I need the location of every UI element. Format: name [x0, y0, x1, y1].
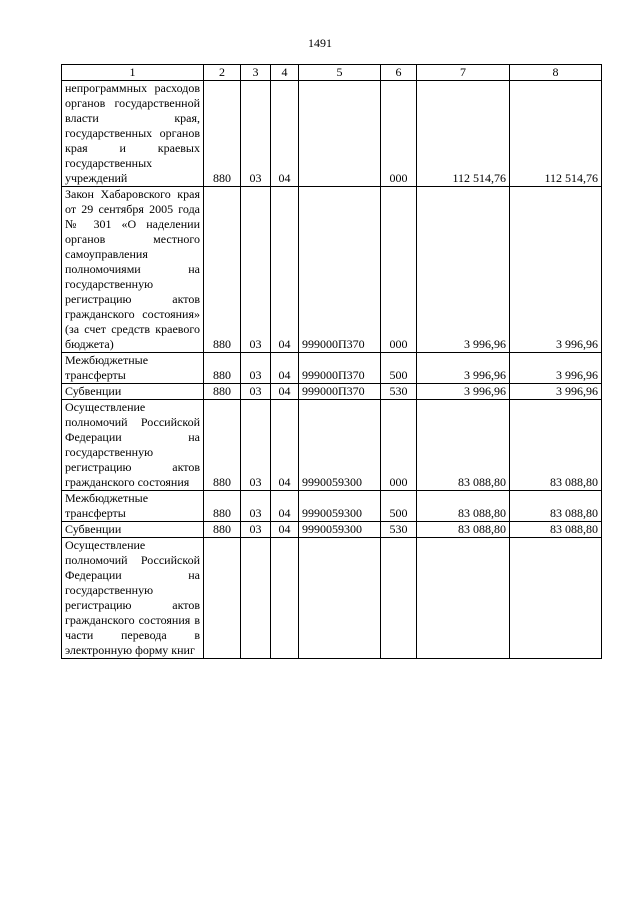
- cell-target-article: 9990059300: [299, 522, 381, 538]
- cell-section: [241, 538, 271, 659]
- table-row: [62, 491, 602, 522]
- cell-expense-type: 000: [381, 187, 417, 353]
- cell-amount-8: 83 088,80: [510, 400, 602, 491]
- cell-subsection: 04: [271, 81, 299, 187]
- cell-amount-8: 83 088,80: [510, 491, 602, 522]
- cell-amount-7: [417, 538, 510, 659]
- cell-ministry: 880: [204, 384, 241, 400]
- cell-target-article: 999000П370: [299, 384, 381, 400]
- cell-amount-7: 83 088,80: [417, 522, 510, 538]
- cell-section: 03: [241, 384, 271, 400]
- cell-subsection: 04: [271, 353, 299, 384]
- cell-amount-7: 3 996,96: [417, 187, 510, 353]
- cell-subsection: 04: [271, 384, 299, 400]
- cell-section: 03: [241, 353, 271, 384]
- cell-section: 03: [241, 187, 271, 353]
- table-row: [62, 538, 602, 659]
- column-header: 6: [381, 65, 417, 81]
- cell-section: 03: [241, 522, 271, 538]
- cell-ministry: 880: [204, 400, 241, 491]
- row-description: непрограммных расходов органов государственной власти края, государственных органов края и краевых государственных учреждений: [62, 81, 204, 187]
- cell-subsection: [271, 538, 299, 659]
- cell-expense-type: [381, 538, 417, 659]
- cell-subsection: 04: [271, 522, 299, 538]
- cell-target-article: [299, 81, 381, 187]
- cell-amount-8: [510, 538, 602, 659]
- row-description: Субвенции: [62, 522, 204, 538]
- cell-target-article: 999000П370: [299, 187, 381, 353]
- row-description: Межбюджетные трансферты: [62, 491, 204, 522]
- cell-ministry: 880: [204, 491, 241, 522]
- cell-target-article: [299, 538, 381, 659]
- cell-amount-7: 3 996,96: [417, 353, 510, 384]
- cell-expense-type: 500: [381, 353, 417, 384]
- cell-amount-7: 83 088,80: [417, 400, 510, 491]
- cell-subsection: 04: [271, 491, 299, 522]
- cell-amount-8: 3 996,96: [510, 384, 602, 400]
- column-header: 2: [204, 65, 241, 81]
- cell-target-article: 9990059300: [299, 400, 381, 491]
- cell-expense-type: 530: [381, 522, 417, 538]
- cell-amount-8: 83 088,80: [510, 522, 602, 538]
- cell-amount-8: 112 514,76: [510, 81, 602, 187]
- cell-amount-8: 3 996,96: [510, 187, 602, 353]
- table-row: [62, 81, 602, 187]
- cell-expense-type: 000: [381, 81, 417, 187]
- row-description: Осуществление полномочий Российской Федерации на государственную регистрацию актов гражданского состояния: [62, 400, 204, 491]
- cell-target-article: 9990059300: [299, 491, 381, 522]
- cell-amount-7: 83 088,80: [417, 491, 510, 522]
- column-header: 1: [62, 65, 204, 81]
- table-row: [62, 522, 602, 538]
- column-header: 3: [241, 65, 271, 81]
- page-number: 1491: [308, 36, 332, 50]
- cell-ministry: 880: [204, 522, 241, 538]
- cell-subsection: 04: [271, 187, 299, 353]
- cell-ministry: [204, 538, 241, 659]
- cell-section: 03: [241, 81, 271, 187]
- table-row: [62, 400, 602, 491]
- row-description: Субвенции: [62, 384, 204, 400]
- cell-expense-type: 530: [381, 384, 417, 400]
- cell-section: 03: [241, 400, 271, 491]
- cell-amount-7: 3 996,96: [417, 384, 510, 400]
- column-header: 4: [271, 65, 299, 81]
- row-description: Осуществление полномочий Российской Федерации на государственную регистрацию актов гражданского состояния в части перевода в электронную форму книг: [62, 538, 204, 659]
- cell-subsection: 04: [271, 400, 299, 491]
- cell-ministry: 880: [204, 187, 241, 353]
- row-description: Закон Хабаровского края от 29 сентября 2005 года № 301 «О наделении органов местного самоуправления полномочиями на государственную регистрацию актов гражданского состояния» (за счет средств краевого бюджета): [62, 187, 204, 353]
- cell-amount-7: 112 514,76: [417, 81, 510, 187]
- cell-expense-type: 500: [381, 491, 417, 522]
- header-row: [62, 65, 602, 81]
- cell-target-article: 999000П370: [299, 353, 381, 384]
- cell-section: 03: [241, 491, 271, 522]
- cell-amount-8: 3 996,96: [510, 353, 602, 384]
- cell-ministry: 880: [204, 353, 241, 384]
- column-header: 8: [510, 65, 602, 81]
- row-description: Межбюджетные трансферты: [62, 353, 204, 384]
- table-row: [62, 187, 602, 353]
- column-header: 7: [417, 65, 510, 81]
- column-header: 5: [299, 65, 381, 81]
- table-row: [62, 384, 602, 400]
- cell-expense-type: 000: [381, 400, 417, 491]
- table-row: [62, 353, 602, 384]
- cell-ministry: 880: [204, 81, 241, 187]
- budget-table: [61, 64, 602, 659]
